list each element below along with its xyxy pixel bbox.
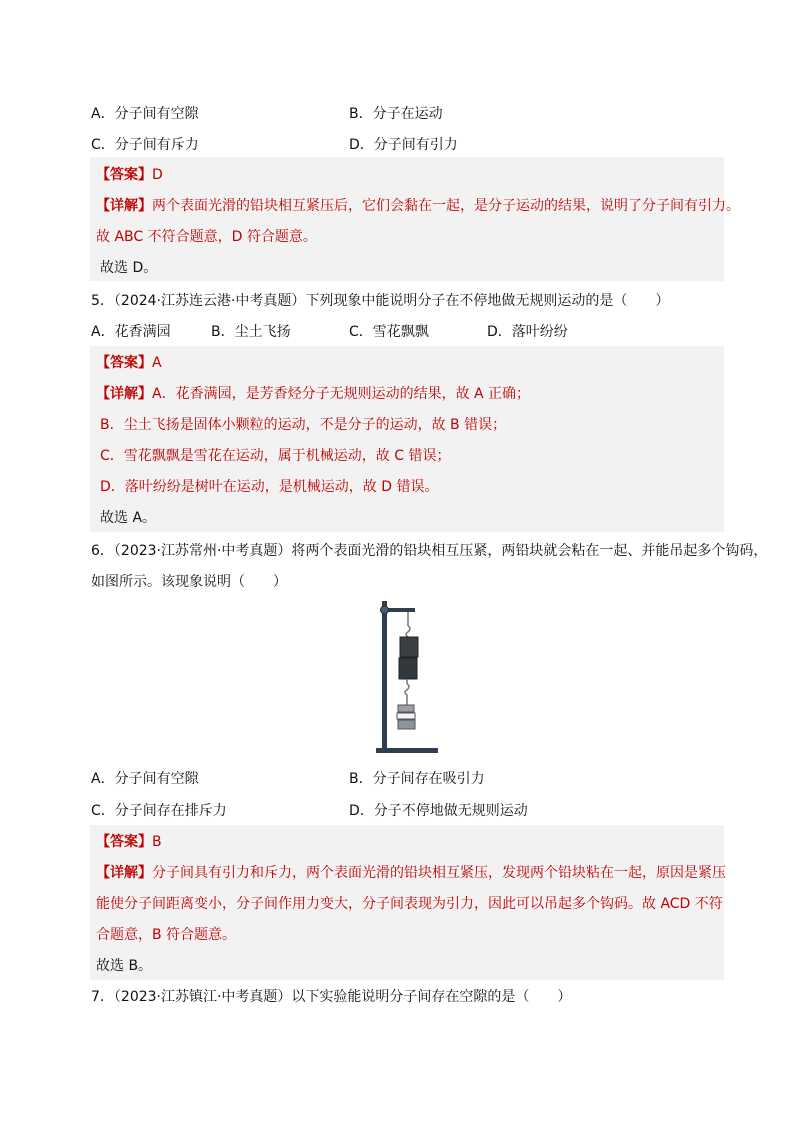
q7-stem: 7．（2023·江苏镇江·中考真题）以下实验能说明分子间存在空隙的是（ ） [91,989,572,1005]
q5-detail-line-3: C．雪花飘飘是雪花在运动，属于机械运动，故 C 错误； [100,448,451,464]
q5-option-a[interactable]: A．花香满园 [91,324,171,340]
q4-option-c[interactable]: C．分子间有斥力 [91,137,199,153]
q4-conclusion: 故选 D。 [100,260,158,276]
q5-stem: 5．（2024·江苏连云港·中考真题）下列现象中能说明分子在不停地做无规则运动的是（ ） [91,293,670,309]
q6-option-b[interactable]: B．分子间存在吸引力 [349,771,485,787]
q6-detail-line-1: 【详解】分子间具有引力和斥力，两个表面光滑的铅块相互紧压，发现两个铅块粘在一起，原因是紧压 [96,865,726,881]
q4-option-b[interactable]: B．分子在运动 [349,106,443,122]
q4-detail-line-2: 故 ABC 不符合题意，D 符合题意。 [96,229,317,245]
q6-stem-line-2: 如图所示。该现象说明（ ） [91,574,287,590]
q5-option-b[interactable]: B．尘土飞扬 [211,324,291,340]
q6-conclusion: 故选 B。 [96,958,153,974]
q5-option-c[interactable]: C．雪花飘飘 [349,324,429,340]
q6-option-a[interactable]: A．分子间有空隙 [91,771,199,787]
q4-option-d[interactable]: D．分子间有引力 [349,137,458,153]
q5-detail-line-2: B．尘土飞扬是固体小颗粒的运动，不是分子的运动，故 B 错误； [100,417,507,433]
q4-detail-line-1: 【详解】两个表面光滑的铅块相互紧压后，它们会黏在一起，是分子运动的结果，说明了分子间有引力。 [96,198,740,214]
q6-detail-line-2: 能使分子间距离变小，分子间作用力变大，分子间表现为引力，因此可以吊起多个钩码。故 ACD 不符 [96,896,723,912]
q4-answer-line: 【答案】D [96,167,163,183]
q6-detail-line-3: 合题意，B 符合题意。 [96,927,237,943]
hook-weight-2 [398,720,415,729]
q4-answer-box [90,157,740,281]
q6-option-d[interactable]: D．分子不停地做无规则运动 [349,803,528,819]
lead-block-upper [400,637,418,657]
q6-answer-line: 【答案】B [96,834,162,850]
q5-detail-line-4: D．落叶纷纷是树叶在运动，是机械运动，故 D 错误。 [100,479,439,495]
lead-block-lower [399,658,417,679]
q5-answer-box [90,346,724,532]
q5-answer-line: 【答案】A [96,355,162,371]
q6-option-c[interactable]: C．分子间存在排斥力 [91,803,227,819]
q5-conclusion: 故选 A。 [100,510,157,526]
q5-detail-line-1: 【详解】A．花香满园，是芳香烃分子无规则运动的结果，故 A 正确； [96,386,531,402]
lead-blocks-figure [368,596,444,758]
q5-option-d[interactable]: D．落叶纷纷 [487,324,568,340]
hook-weight-1 [398,705,414,712]
q6-answer-box [90,825,724,980]
q6-stem-line-1: 6．（2023·江苏常州·中考真题）将两个表面光滑的铅块相互压紧，两铅块就会粘在一起、并能吊起多个钩码， [91,543,768,559]
q4-option-a[interactable]: A．分子间有空隙 [91,106,199,122]
